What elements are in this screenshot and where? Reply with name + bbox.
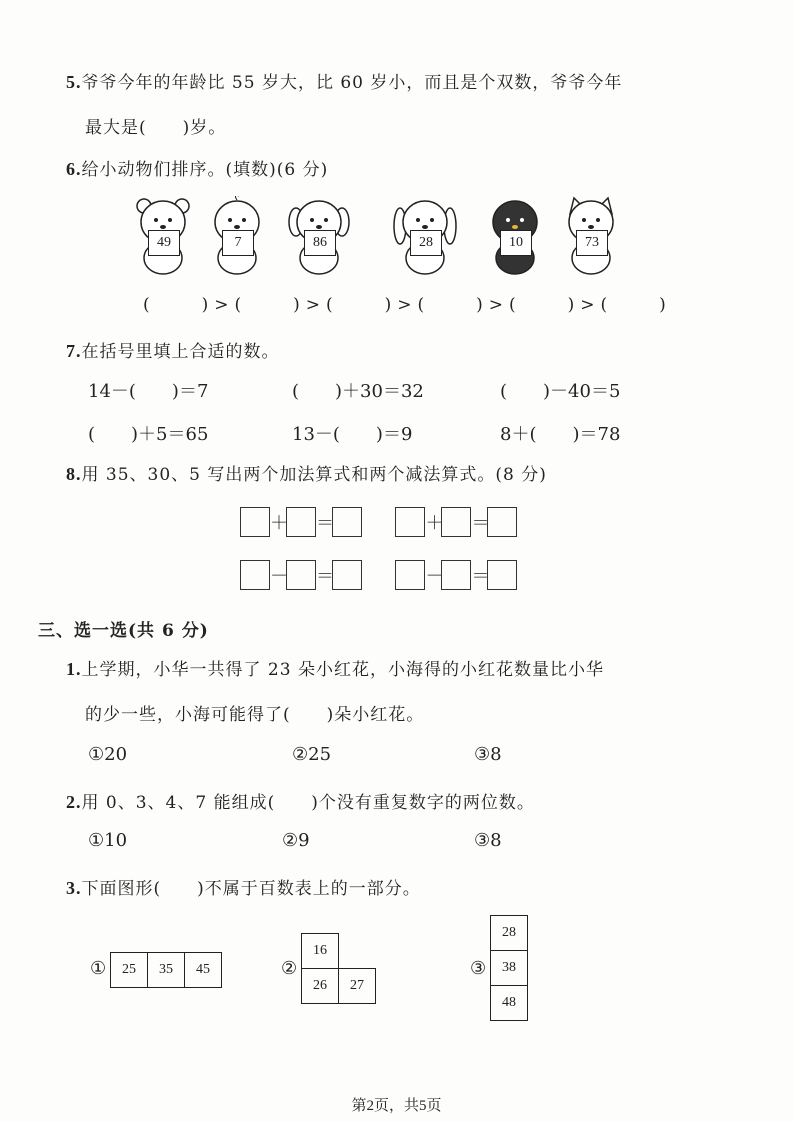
fig1-grid xyxy=(110,952,222,988)
q8-subtraction-row xyxy=(240,560,517,590)
rabbit-animal xyxy=(390,196,460,276)
s3q2-option-2[interactable]: ②9 xyxy=(282,830,310,851)
grid-cell: 16 xyxy=(302,934,339,969)
fig1-label[interactable]: ① xyxy=(90,958,107,979)
s3q1-number: 1. xyxy=(66,659,82,679)
q5-text: 爷爷今年的年龄比 55 岁大，比 60 岁小，而且是个双数，爷爷今年 xyxy=(81,73,623,93)
number-card: 49 xyxy=(148,230,180,256)
s3q1-line2: 的少一些，小海可能得了( )朵小红花。 xyxy=(85,705,425,725)
s3q3-title xyxy=(66,874,421,899)
answer-box[interactable] xyxy=(240,560,270,590)
puppy-animal xyxy=(284,196,354,276)
s3q3-text: 下面图形( )不属于百数表上的一部分。 xyxy=(81,879,421,899)
s3q1-option-2[interactable]: ②25 xyxy=(292,744,332,765)
equals-sign: ＝ xyxy=(471,513,490,534)
grid-cell: 26 xyxy=(302,969,339,1004)
answer-box[interactable] xyxy=(395,560,425,590)
q5-line1 xyxy=(66,68,622,93)
answer-box[interactable] xyxy=(487,507,517,537)
fig3-grid xyxy=(490,915,528,1021)
answer-box[interactable] xyxy=(487,560,517,590)
q8-addition-row xyxy=(240,507,517,537)
fig3-label[interactable]: ③ xyxy=(470,958,487,979)
q7-text: 在括号里填上合适的数。 xyxy=(81,342,280,362)
number-card: 10 xyxy=(500,230,532,256)
q6-order-blanks: ( )>( )>( )>( )>( )>( ) xyxy=(143,295,672,315)
equals-sign: ＝ xyxy=(471,566,490,587)
q6-text: 给小动物们排序。(填数)(6 分) xyxy=(81,160,329,180)
q7-eq-6: 8＋( )＝78 xyxy=(500,424,621,445)
grid-cell: 27 xyxy=(339,969,376,1004)
answer-box[interactable] xyxy=(441,560,471,590)
s3q1-option-1[interactable]: ①20 xyxy=(88,744,128,765)
grid-empty xyxy=(339,934,376,969)
number-card: 7 xyxy=(222,230,254,256)
equals-sign: ＝ xyxy=(316,513,334,534)
bear-animal xyxy=(128,196,198,276)
minus-sign: － xyxy=(425,566,444,587)
q7-eq-5: 13－( )＝9 xyxy=(292,424,413,445)
q6-title xyxy=(66,155,328,180)
number-card: 73 xyxy=(576,230,608,256)
plus-sign: ＋ xyxy=(425,513,444,534)
s3q2-number: 2. xyxy=(66,792,82,812)
penguin-animal xyxy=(480,196,550,276)
s3q1-line1 xyxy=(66,655,604,680)
minus-sign: － xyxy=(270,566,288,587)
s3q2-title xyxy=(66,788,535,813)
s3q2-text: 用 0、3、4、7 能组成( )个没有重复数字的两位数。 xyxy=(81,793,535,813)
q6-number: 6. xyxy=(66,159,82,179)
grid-cell: 38 xyxy=(491,951,528,986)
q8-text: 用 35、30、5 写出两个加法算式和两个减法算式。(8 分) xyxy=(81,465,547,485)
chick-animal xyxy=(202,196,272,276)
equals-sign: ＝ xyxy=(316,566,334,587)
answer-box[interactable] xyxy=(332,507,362,537)
q5-number: 5. xyxy=(66,72,82,92)
grid-cell: 48 xyxy=(491,986,528,1021)
grid-cell: 35 xyxy=(148,953,185,988)
q7-eq-3: ( )－40＝5 xyxy=(500,381,621,402)
q7-number: 7. xyxy=(66,341,82,361)
s3q2-option-1[interactable]: ①10 xyxy=(88,830,128,851)
fig2-label[interactable]: ② xyxy=(281,958,298,979)
q5-line2: 最大是( )岁。 xyxy=(85,118,227,138)
page-footer: 第2页，共5页 xyxy=(351,1098,442,1114)
q7-eq-4: ( )＋5＝65 xyxy=(88,424,209,445)
q7-eq-1: 14－( )＝7 xyxy=(88,381,209,402)
s3q1-option-3[interactable]: ③8 xyxy=(474,744,502,765)
q8-title xyxy=(66,460,547,485)
answer-box[interactable] xyxy=(286,507,316,537)
s3q3-number: 3. xyxy=(66,878,82,898)
number-card: 28 xyxy=(410,230,442,256)
section3-title: 三、选一选(共 6 分) xyxy=(38,621,209,641)
q7-eq-2: ( )＋30＝32 xyxy=(292,381,424,402)
q8-number: 8. xyxy=(66,464,82,484)
cat-animal xyxy=(556,196,626,276)
s3q1-text: 上学期，小华一共得了 23 朵小红花，小海得的小红花数量比小华 xyxy=(81,660,604,680)
answer-box[interactable] xyxy=(332,560,362,590)
fig2-grid xyxy=(301,933,376,1004)
answer-box[interactable] xyxy=(395,507,425,537)
answer-box[interactable] xyxy=(286,560,316,590)
q7-title xyxy=(66,337,280,362)
grid-cell: 25 xyxy=(111,953,148,988)
grid-cell: 28 xyxy=(491,916,528,951)
number-card: 86 xyxy=(304,230,336,256)
answer-box[interactable] xyxy=(240,507,270,537)
plus-sign: ＋ xyxy=(270,513,288,534)
grid-cell: 45 xyxy=(185,953,222,988)
answer-box[interactable] xyxy=(441,507,471,537)
s3q2-option-3[interactable]: ③8 xyxy=(474,830,502,851)
